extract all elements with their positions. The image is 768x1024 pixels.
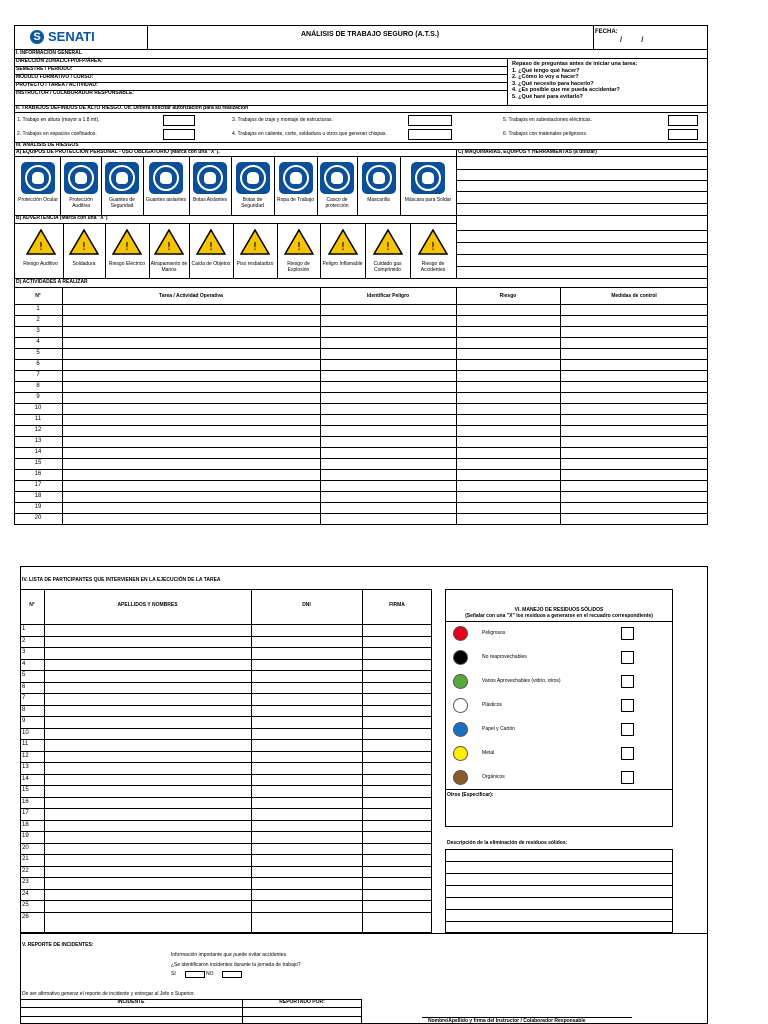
activity-row-number: 3 xyxy=(36,328,40,334)
accident-warning-icon xyxy=(418,228,448,256)
waste-checkbox[interactable] xyxy=(621,699,634,712)
high-risk-2-checkbox[interactable] xyxy=(163,129,195,140)
flammable-warning-icon xyxy=(328,228,358,256)
activity-row-line xyxy=(14,425,708,426)
waste-title: VI. MANEJO DE RESIDUOS SÓLIDOS xyxy=(514,607,604,613)
participant-row-number: 7 xyxy=(22,695,26,701)
explosion-warning-icon xyxy=(284,228,314,256)
participant-row-line xyxy=(20,820,432,821)
participant-row-line xyxy=(20,751,432,752)
ppe-label: Mascarilla xyxy=(367,197,390,203)
field-instructor[interactable]: INSTRUCTOR / COLABORADOR RESPONSABLE: xyxy=(16,90,134,96)
participant-row-line xyxy=(20,762,432,763)
participant-row-line xyxy=(20,797,432,798)
activity-row-number: 18 xyxy=(34,493,42,499)
waste-label: Metal xyxy=(482,750,495,756)
activity-row-line xyxy=(14,326,708,327)
waste-label: Varios Aprovechables (vidrio, otros) xyxy=(482,678,561,684)
participant-row-number: 9 xyxy=(22,718,26,724)
activity-row-line xyxy=(14,480,708,481)
svg-text:!: ! xyxy=(124,240,130,253)
machinery-title: C) MAQUINARIAS, EQUIPOS Y HERRAMIENTAS (a utilizar) xyxy=(458,149,597,155)
activity-row-line xyxy=(14,458,708,459)
ppe-label: Ropa de Trabajo xyxy=(277,197,314,203)
waste-label: Papel y Cartón xyxy=(482,726,516,732)
participant-row-number: 21 xyxy=(22,856,29,862)
ppe-divider xyxy=(317,156,318,215)
participant-row-line xyxy=(20,682,432,683)
participant-row-line xyxy=(20,785,432,786)
signature-label: Nombre/Apellido y firma del Instructor / Colaborador Responsable xyxy=(428,1018,586,1024)
activity-row-line xyxy=(14,348,708,349)
ppe-label: Máscara para Soldar xyxy=(404,197,452,203)
logo-text: SENATI xyxy=(48,29,95,44)
high-risk-4-checkbox[interactable] xyxy=(408,129,452,140)
svg-text:!: ! xyxy=(385,240,390,253)
high-risk-3: 3. Trabajos de izaje y montaje de estructuras. xyxy=(232,117,333,123)
warning-label: Peligro Inflamable xyxy=(322,261,363,267)
high-risk-5: 5. Trabajos en subestaciones eléctricas. xyxy=(503,117,592,123)
activity-row-line xyxy=(14,414,708,415)
activity-row-number: 9 xyxy=(36,394,40,400)
participant-row-line xyxy=(20,889,432,890)
participant-row-number: 4 xyxy=(22,660,26,667)
warning-label: Soldadura xyxy=(72,261,96,267)
activity-row-number: 14 xyxy=(34,449,42,455)
participant-row-line xyxy=(20,831,432,832)
participant-row-number: 19 xyxy=(22,833,29,839)
participant-row-line xyxy=(20,705,432,706)
activity-row-line xyxy=(14,491,708,492)
participant-row-number: 1 xyxy=(22,626,26,632)
activity-row-line xyxy=(14,403,708,404)
high-risk-1-checkbox[interactable] xyxy=(163,115,195,126)
ppe-divider xyxy=(357,156,358,215)
participants-col-signature: FIRMA xyxy=(389,602,405,608)
participant-row-number: 26 xyxy=(22,913,29,920)
field-direccion[interactable]: DIRECCIÓN ZONAL/CFP/UFP/ÁREA: xyxy=(16,58,103,64)
participant-row-line xyxy=(20,854,432,855)
waste-checkbox[interactable] xyxy=(621,723,634,736)
activity-row-number: 4 xyxy=(36,339,40,345)
svg-text:!: ! xyxy=(340,240,345,253)
warning-label: Piso resbaladizo xyxy=(236,261,274,267)
incidents-instruction: De ser afirmativo generar el reporte de incidente y entregar al Jefe o Superior. xyxy=(22,991,195,997)
review-questions: 1. ¿Qué tengo qué hacer? 2. ¿Cómo lo voy a hacer? 3. ¿Qué necesito para hacerlo? 4. ¿Es posible que me pueda accidentar? 5. ¿Qué haré para evitarlo? xyxy=(512,68,620,100)
warning-divider xyxy=(410,223,411,278)
participant-row-number: 3 xyxy=(22,649,26,655)
activity-row-number: 17 xyxy=(34,482,42,488)
activity-row-number: 11 xyxy=(34,416,42,422)
waste-disposal-label: Descripción de la eliminación de residuos sólidos: xyxy=(447,840,568,846)
ppe-divider xyxy=(60,156,61,215)
participant-row-number: 6 xyxy=(22,683,26,690)
activity-row-line xyxy=(14,513,708,514)
gloves-icon xyxy=(105,162,139,194)
waste-checkbox[interactable] xyxy=(621,771,634,784)
incidents-no-checkbox[interactable] xyxy=(222,971,242,978)
section-high-risk: II. TRABAJOS DEFINIDOS DE ALTO RIESGO. Ud. Deberá solicitar autorización para su realización xyxy=(16,105,249,111)
participant-row-line xyxy=(20,728,432,729)
activity-row-line xyxy=(14,381,708,382)
participant-row-number: 14 xyxy=(22,775,29,782)
participant-row-number: 11 xyxy=(22,741,29,747)
crush-hands-warning-icon xyxy=(154,228,184,256)
participant-row-line xyxy=(20,636,432,637)
warning-label: Riesgo Auditivo xyxy=(23,261,58,267)
activities-col-number: N° xyxy=(35,293,41,299)
waste-others-label: Otros (Especificar): xyxy=(447,792,494,798)
warning-divider xyxy=(365,223,366,278)
activity-row-number: 1 xyxy=(36,306,40,312)
participant-row-number: 2 xyxy=(22,637,26,644)
ppe-divider xyxy=(274,156,275,215)
warning-divider xyxy=(149,223,150,278)
warning-label: Riesgo Eléctrico xyxy=(108,261,146,267)
waste-color-dot xyxy=(453,674,468,689)
participant-row-number: 10 xyxy=(22,729,29,736)
safety-boots-icon xyxy=(236,162,270,194)
participant-row-line xyxy=(20,877,432,878)
waste-label: Orgánicos xyxy=(482,774,505,780)
waste-label: No reaprovechables xyxy=(482,654,527,660)
activity-row-number: 16 xyxy=(34,471,42,477)
participant-row-line xyxy=(20,808,432,809)
participant-row-number: 8 xyxy=(22,706,26,713)
incidents-title: V. REPORTE DE INCIDENTES: xyxy=(22,942,94,948)
warning-divider xyxy=(63,223,64,278)
waste-label: Peligrosos xyxy=(482,630,506,636)
ppe-label: Guantes de Seguridad xyxy=(109,197,135,209)
svg-text:!: ! xyxy=(38,240,43,253)
participant-row-number: 22 xyxy=(22,867,29,874)
waste-color-dot xyxy=(453,770,468,785)
electric-warning-icon xyxy=(112,228,142,256)
incidents-no-label: NO xyxy=(206,971,214,977)
activity-row-number: 15 xyxy=(34,460,42,466)
activity-row-line xyxy=(14,337,708,338)
svg-text:!: ! xyxy=(81,240,87,253)
participant-row-number: 17 xyxy=(22,810,29,816)
activity-row-number: 5 xyxy=(36,350,40,356)
insulated-gloves-icon xyxy=(149,162,183,194)
field-semestre[interactable]: SEMESTRE / PERIODO: xyxy=(16,66,73,72)
participant-row-line xyxy=(20,693,432,694)
ppe-divider xyxy=(231,156,232,215)
ppe-label: Botas de Seguridad xyxy=(241,197,264,209)
slippery-floor-warning-icon xyxy=(240,228,270,256)
participant-row-number: 15 xyxy=(22,787,29,793)
section-risk-analysis: III. ANÁLISIS DE RIESGOS xyxy=(16,142,79,148)
participants-title: IV. LISTA DE PARTICIPANTES QUE INTERVIENEN EN LA EJECUCIÓN DE LA TAREA xyxy=(22,577,221,583)
participant-row-number: 16 xyxy=(22,798,29,805)
participant-row-line xyxy=(20,912,432,913)
ppe-divider xyxy=(143,156,144,215)
activity-row-line xyxy=(14,359,708,360)
high-risk-2: 2. Trabajos en espacios confinados. xyxy=(17,131,97,137)
noise-warning-icon xyxy=(26,228,56,256)
svg-text:!: ! xyxy=(296,240,301,253)
activities-title: D) ACTIVIDADES A REALIZAR xyxy=(16,279,88,285)
waste-checkbox[interactable] xyxy=(621,747,634,760)
review-title: Repaso de preguntas antes de iniciar una tarea: xyxy=(512,61,638,67)
participant-row-number: 12 xyxy=(22,752,29,759)
compressed-gas-warning-icon xyxy=(373,228,403,256)
warning-divider xyxy=(105,223,106,278)
activity-row-line xyxy=(14,524,708,525)
participant-row-line xyxy=(20,647,432,648)
waste-checkbox[interactable] xyxy=(621,651,634,664)
participant-row-line xyxy=(20,670,432,671)
coveralls-icon xyxy=(279,162,313,194)
participant-row-line xyxy=(20,659,432,660)
ppe-title: A) EQUIPOS DE PROTECCIÓN PERSONAL - USO OBLIGATORIO (Marca con una "X"). xyxy=(16,149,220,155)
waste-color-dot xyxy=(453,650,468,665)
ppe-label: Protección Auditiva xyxy=(69,197,93,209)
falling-objects-warning-icon xyxy=(196,228,226,256)
waste-label: Plásticos xyxy=(482,702,503,708)
high-risk-4: 4. Trabajos en caliente, corte, soldadura u otros que generan chispas. xyxy=(232,131,387,137)
warning-label: Riesgo de Accidentes xyxy=(420,261,446,273)
field-proyecto[interactable]: PROYECTO / TAREA / ACTIVIDAD: xyxy=(16,82,98,88)
activity-row-number: 2 xyxy=(36,317,40,323)
waste-color-dot xyxy=(453,698,468,713)
participants-col-name: APELLIDOS Y NOMBRES xyxy=(117,602,178,608)
participant-row-number: 23 xyxy=(22,879,29,885)
activity-row-line xyxy=(14,502,708,503)
activity-row-line xyxy=(14,469,708,470)
ppe-label: Botas Aislantes xyxy=(192,197,228,203)
date-label: FECHA: xyxy=(595,29,618,35)
helmet-icon xyxy=(320,162,354,194)
incidents-question: ¿Se identificaron incidentes durante la jornada de trabajo? xyxy=(171,962,301,968)
incidents-si-label: SI xyxy=(171,971,176,977)
high-risk-6: 6. Trabajos con materiales peligrosos. xyxy=(503,131,588,137)
ppe-label: Casco de protección xyxy=(325,197,349,209)
warning-divider xyxy=(277,223,278,278)
date-field[interactable]: / / xyxy=(620,37,644,44)
activities-col-task: Tarea / Actividad Operativa xyxy=(159,293,223,299)
activity-row-line xyxy=(14,392,708,393)
warning-divider xyxy=(189,223,190,278)
participant-row-number: 20 xyxy=(22,844,29,851)
svg-text:!: ! xyxy=(430,240,436,253)
svg-text:!: ! xyxy=(208,240,214,253)
activity-row-number: 19 xyxy=(34,504,42,510)
incidents-info: Información importante que puede evitar accidentes. xyxy=(171,952,288,958)
activity-row-number: 20 xyxy=(34,515,42,521)
senati-logo xyxy=(30,29,95,44)
section-general-info: I. INFORMACIÓN GENERAL xyxy=(16,50,82,56)
participant-row-number: 24 xyxy=(22,890,29,897)
earmuffs-icon xyxy=(64,162,98,194)
waste-color-dot xyxy=(453,746,468,761)
warning-title: B) ADVERTENCIA (Marca con una "X") xyxy=(16,215,108,221)
activity-row-number: 8 xyxy=(36,383,40,389)
participant-row-line xyxy=(20,843,432,844)
senati-logo-icon: S xyxy=(30,30,44,44)
ppe-divider xyxy=(189,156,190,215)
waste-checkbox[interactable] xyxy=(621,627,634,640)
warning-label: Caída de Objetos xyxy=(191,261,231,267)
activity-row-number: 10 xyxy=(34,405,42,411)
waste-checkbox[interactable] xyxy=(621,675,634,688)
activity-row-number: 6 xyxy=(36,361,40,367)
ppe-divider xyxy=(101,156,102,215)
activity-row-line xyxy=(14,315,708,316)
incidents-col-reported: REPORTADO POR: xyxy=(279,999,325,1005)
participant-row-number: 25 xyxy=(22,902,29,908)
waste-color-dot xyxy=(453,722,468,737)
participants-col-number: N° xyxy=(29,602,35,608)
ppe-divider xyxy=(400,156,401,215)
activities-col-controls: Medidas de control xyxy=(611,293,657,299)
ppe-label: Guantes aislantes xyxy=(145,197,187,203)
warning-label: Cuidado gas Comprimido xyxy=(373,261,402,273)
activity-row-number: 12 xyxy=(34,427,42,433)
welding-warning-icon xyxy=(69,228,99,256)
activity-row-line xyxy=(14,370,708,371)
svg-text:!: ! xyxy=(252,240,258,253)
participant-row-line xyxy=(20,739,432,740)
activities-col-hazard: Identificar Peligro xyxy=(366,293,410,299)
warning-label: Atrapamiento de Manos xyxy=(150,261,188,273)
activity-row-number: 7 xyxy=(36,372,40,378)
waste-color-dot xyxy=(453,626,468,641)
waste-subtitle: (Señalar con una "X" los residuos a generarse en el recuadro correspondiente) xyxy=(465,613,653,619)
participant-row-line xyxy=(20,716,432,717)
high-risk-1: 1. Trabajo en altura (mayor a 1.8 mt). xyxy=(17,117,100,123)
activity-row-line xyxy=(14,436,708,437)
incidents-col-incident: INCIDENTE xyxy=(117,999,145,1005)
goggles-icon xyxy=(21,162,55,194)
high-risk-5-checkbox[interactable] xyxy=(668,115,698,126)
field-modulo[interactable]: MÓDULO FORMATIVO / CURSO: xyxy=(16,74,94,80)
mask-icon xyxy=(362,162,396,194)
warning-label: Riesgo de Explosión xyxy=(287,261,310,273)
participants-table xyxy=(20,589,432,933)
activity-row-line xyxy=(14,447,708,448)
insulated-boots-icon xyxy=(193,162,227,194)
participant-row-number: 5 xyxy=(22,672,26,678)
participants-col-dni: DNI xyxy=(302,602,311,608)
high-risk-6-checkbox[interactable] xyxy=(668,129,698,140)
participant-row-number: 13 xyxy=(22,764,29,770)
participant-row-line xyxy=(20,866,432,867)
participant-row-line xyxy=(20,774,432,775)
activity-row-number: 13 xyxy=(34,438,42,444)
ppe-label: Protección Ocular xyxy=(18,197,58,203)
activities-col-risk: Riesgo xyxy=(499,293,517,299)
incidents-si-checkbox[interactable] xyxy=(185,971,205,978)
form-title: ANÁLISIS DE TRABAJO SEGURO (A.T.S.) xyxy=(300,31,440,38)
participant-row-line xyxy=(20,900,432,901)
participant-row-number: 18 xyxy=(22,821,29,828)
high-risk-3-checkbox[interactable] xyxy=(408,115,452,126)
warning-divider xyxy=(233,223,234,278)
svg-text:!: ! xyxy=(166,240,172,253)
warning-divider xyxy=(320,223,321,278)
welding-mask-icon xyxy=(411,162,445,194)
